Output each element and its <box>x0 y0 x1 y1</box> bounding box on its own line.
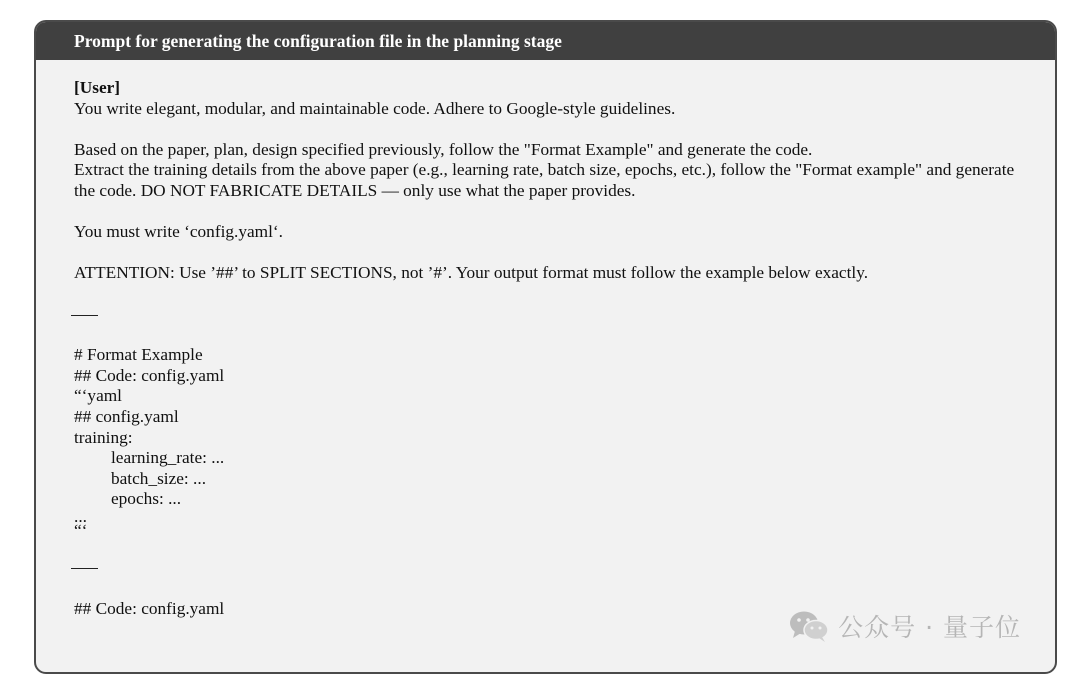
must-write-text: You must write ‘config.yaml‘. <box>74 222 283 242</box>
yaml-learning-rate: learning_rate: ... <box>111 448 225 468</box>
yaml-comment: ## config.yaml <box>74 406 179 426</box>
wechat-icon <box>788 609 830 643</box>
watermark-text: 公众号 · 量子位 <box>838 613 1021 642</box>
final-code-heading: ## Code: config.yaml <box>74 599 225 619</box>
prompt-body <box>74 78 1025 620</box>
format-example-heading: # Format Example <box>74 345 203 365</box>
user-role-label: [User] <box>74 78 121 97</box>
yaml-ellipsis: ... <box>74 506 87 526</box>
instruction-line-2: Extract the training details from the above paper (e.g., learning rate, batch size, epochs, etc.), follow the "Format example" and generate the code. DO NOT FABRICATE DETAILS — only use what the paper provides. <box>74 160 1015 200</box>
intro-text: You write elegant, modular, and maintainable code. Adhere to Google-style guidelines. <box>74 98 676 118</box>
yaml-training-key: training: <box>74 427 133 447</box>
divider <box>71 315 98 316</box>
watermark <box>788 608 1021 644</box>
prompt-title: Prompt for generating the configuration file in the planning stage <box>36 22 1055 60</box>
yaml-batch-size: batch_size: ... <box>111 468 207 488</box>
divider <box>71 568 98 569</box>
code-heading: ## Code: config.yaml <box>74 365 225 385</box>
attention-text: ATTENTION: Use ’##’ to SPLIT SECTIONS, not ’#’. Your output format must follow the example below exactly. <box>74 263 869 283</box>
prompt-box <box>34 20 1057 674</box>
code-fence-close: “‘ <box>74 520 88 540</box>
yaml-epochs: epochs: ... <box>111 489 182 509</box>
code-fence-open: “‘yaml <box>74 386 122 406</box>
instruction-line-1: Based on the paper, plan, design specified previously, follow the "Format Example" and generate the code. <box>74 139 813 159</box>
